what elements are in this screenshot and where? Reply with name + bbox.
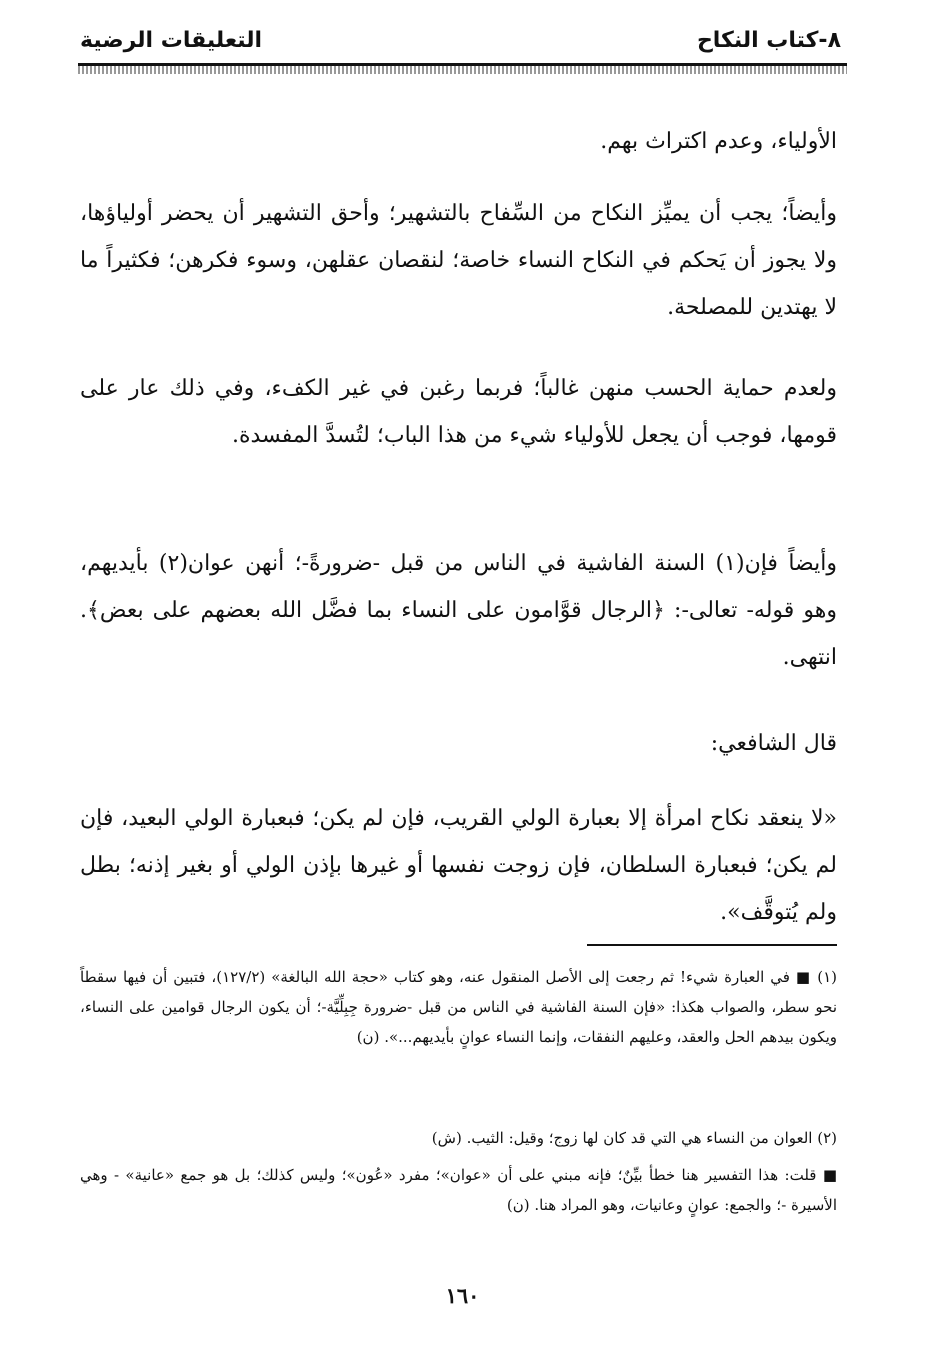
paragraph-5: قال الشافعي:	[710, 731, 837, 756]
paragraph-4: وأيضاً فإن(١) السنة الفاشية في الناس من قبل -ضرورةً-؛ أنهن عوان(٢) بأيديهم، وهو قوله- تعالى-: ﴿الرجال قوَّامون على النساء بما فضَّل الله بعضهم على بعض﴾. انتهى.	[80, 551, 837, 670]
header-rule	[78, 63, 847, 74]
footnote-1: (١) ■ في العبارة شيء! ثم رجعت إلى الأصل المنقول عنه، وهو كتاب «حجة الله البالغة» (١٢٧/٢)، فتبين أن فيها سقطاً نحو سطر، والصواب هكذا: «فإن السنة الفاشية في الناس من قبل -ضرورة جِبِلِّيَّة-؛ أن يكون الرجال قوامين على النساء، ويكون بيدهم الحل والعقد، وعليهم النفقات، وإنما النساء عوانٍ بأيديهم...». (ن)	[80, 968, 837, 1046]
footnote-separator	[587, 944, 837, 946]
footnote-3: ■ قلت: هذا التفسير هنا خطأ بيِّنٌ؛ فإنه مبني على أن «عوان»؛ مفرد «عُون»؛ وليس كذلك؛ بل هو جمع «عانية» - وهي الأسيرة -؛ والجمع: عوانٍ وعانيات، وهو المراد هنا. (ن)	[80, 1166, 837, 1214]
paragraph-1: الأولياء، وعدم اكتراث بهم.	[600, 129, 837, 154]
chapter-title: ٨-كتاب النكاح	[696, 28, 841, 53]
page-number: ١٦٠	[445, 1283, 480, 1308]
footnote-2: (٢) العوان من النساء هي التي قد كان لها زوج؛ وقيل: الثيب. (ش)	[431, 1129, 837, 1147]
book-title: التعليقات الرضية	[80, 28, 263, 53]
paragraph-2: وأيضاً؛ يجب أن يميِّز النكاح من السِّفاح بالتشهير؛ وأحق التشهير أن يحضر أولياؤها، ولا يجوز أن يَحكم في النكاح النساء خاصة؛ لنقصان عقلهن، وسوء فكرهن؛ فكثيراً ما لا يهتدين للمصلحة.	[80, 201, 837, 320]
paragraph-3: ولعدم حماية الحسب منهن غالباً؛ فربما رغبن في غير الكفء، وفي ذلك عار على قومها، فوجب أن يجعل للأولياء شيء من هذا الباب؛ لتُسدَّ المفسدة.	[80, 376, 837, 448]
paragraph-6: «لا ينعقد نكاح امرأة إلا بعبارة الولي القريب، فإن لم يكن؛ فبعبارة الولي البعيد، فإن لم يكن؛ فبعبارة السلطان، فإن زوجت نفسها أو غيرها بإذن الولي أو بغير إذنه؛ بطل ولم يُتوقَّف».	[80, 806, 837, 925]
